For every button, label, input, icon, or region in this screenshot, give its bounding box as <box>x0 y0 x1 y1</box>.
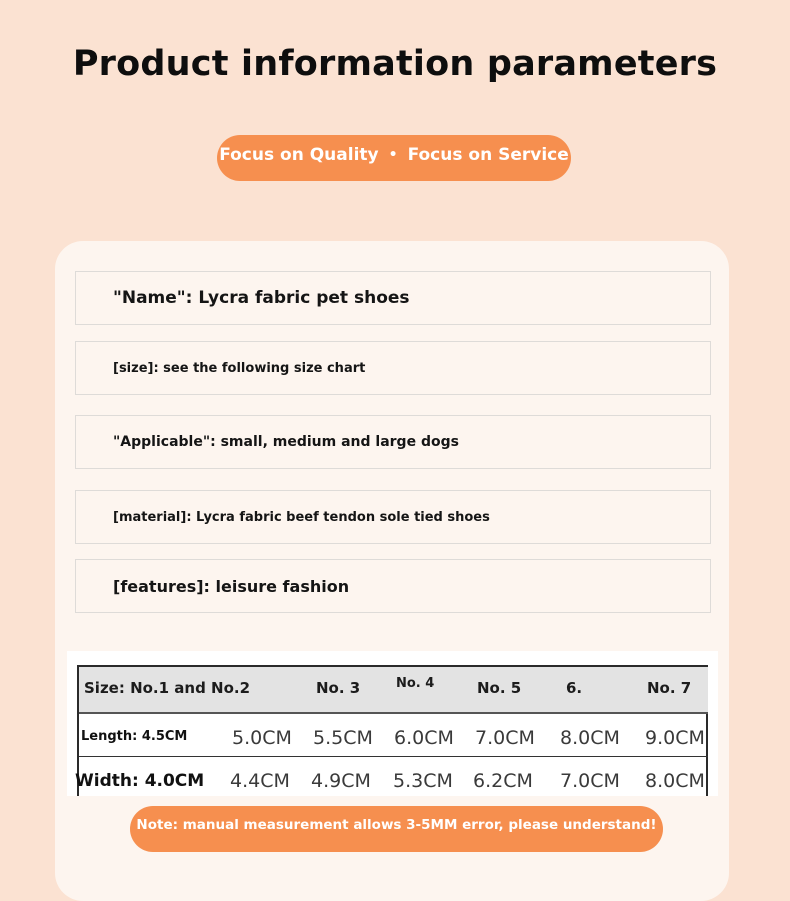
size-header-no7: No. 7 <box>647 679 692 697</box>
measurement-note: Note: manual measurement allows 3-5MM error, please understand! <box>130 806 663 852</box>
info-row-name: "Name": Lycra fabric pet shoes <box>75 271 711 325</box>
length-value: 6.0CM <box>394 727 454 749</box>
size-header-6: 6. <box>566 679 583 697</box>
size-header-no5: No. 5 <box>477 679 522 697</box>
size-header-no4: No. 4 <box>396 676 435 691</box>
info-row-features: [features]: leisure fashion <box>75 559 711 613</box>
length-value: 8.0CM <box>560 727 620 749</box>
info-row-applicable: "Applicable": small, medium and large dogs <box>75 415 711 469</box>
length-value: 7.0CM <box>475 727 535 749</box>
width-value: 7.0CM <box>560 770 620 792</box>
length-value: 5.0CM <box>232 727 292 749</box>
length-label: Length: 4.5CM <box>81 729 188 744</box>
width-label: Width: 4.0CM <box>75 771 205 791</box>
info-row-material: [material]: Lycra fabric beef tendon sole tied shoes <box>75 490 711 544</box>
width-value: 8.0CM <box>645 770 705 792</box>
length-value: 5.5CM <box>313 727 373 749</box>
size-header-no1-no2: Size: No.1 and No.2 <box>84 679 251 697</box>
size-chart-table <box>77 665 708 796</box>
page-title: Product information parameters <box>72 44 718 84</box>
info-row-size: [size]: see the following size chart <box>75 341 711 395</box>
slogan-service: Focus on Service <box>407 145 569 165</box>
length-value: 9.0CM <box>645 727 705 749</box>
slogan-quality: Focus on Quality <box>219 145 379 165</box>
width-value: 5.3CM <box>393 770 453 792</box>
width-value: 6.2CM <box>473 770 533 792</box>
width-value: 4.9CM <box>311 770 371 792</box>
size-chart-row-divider <box>79 756 708 757</box>
slogan-badge <box>217 135 571 181</box>
size-header-no3: No. 3 <box>316 679 361 697</box>
slogan-separator: • <box>388 147 398 163</box>
width-value: 4.4CM <box>230 770 290 792</box>
